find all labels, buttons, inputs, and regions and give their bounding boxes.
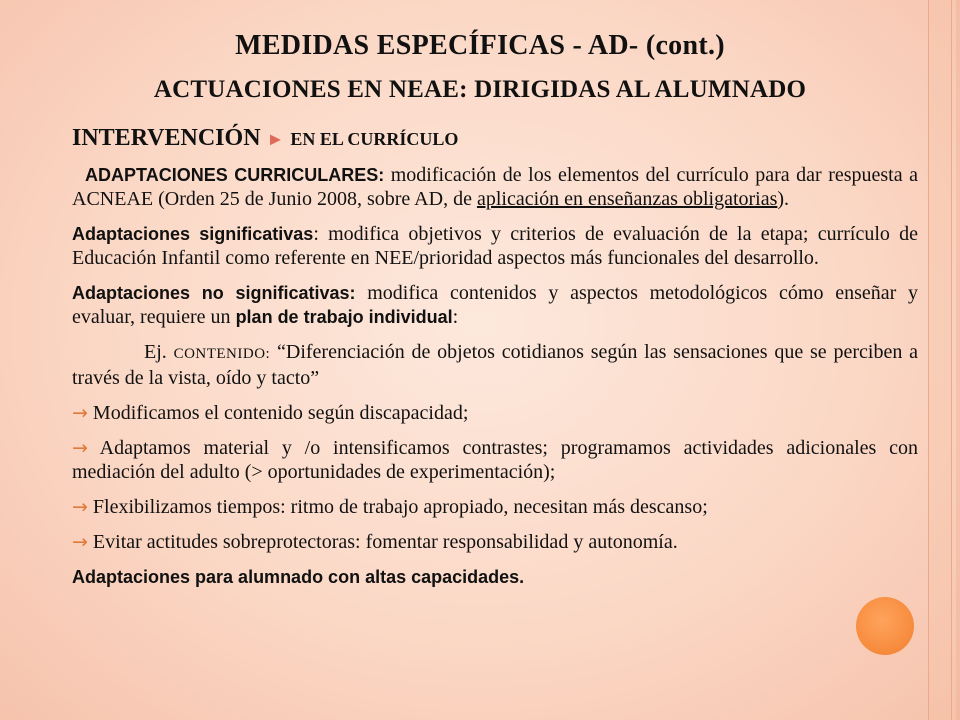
bullet-4 <box>72 530 918 554</box>
bullet-3 <box>72 495 918 519</box>
ejemplo-paragraph <box>72 340 918 390</box>
right-frame-edge <box>956 0 960 720</box>
right-arrow-icon: → <box>72 437 88 459</box>
plan-trabajo-individual: plan de trabajo individual <box>235 307 453 327</box>
intervention-heading <box>72 126 918 151</box>
slide-subtitle: ACTUACIONES EN NEAE: DIRIGIDAS AL ALUMNADO <box>153 76 807 103</box>
ejemplo-label: CONTENIDO: <box>173 346 271 362</box>
adaptaciones-curriculares-text: modificación de los elementos del currículo para dar respuesta a ACNEAE (Orden 25 de Junio 2008, sobre AD, de <box>72 164 919 210</box>
right-arrow-icon: → <box>72 531 88 553</box>
slide-title: MEDIDAS ESPECÍFICAS - AD- (cont.) <box>235 30 725 61</box>
adaptaciones-curriculares-paragraph <box>72 163 918 211</box>
no-significativas-end: : <box>452 306 459 328</box>
no-significativas-text: modifica contenidos y aspectos metodológicos cómo enseñar y evaluar, requiere un <box>72 282 918 328</box>
altas-capacidades-label: Adaptaciones para alumnado con altas capacidades. <box>72 567 525 587</box>
no-significativas-label: Adaptaciones no significativas: <box>72 283 356 303</box>
bullet-1-text: Modificamos el contenido según discapacidad; <box>92 402 469 424</box>
significativas-text: : modifica objetivos y criterios de evaluación de la etapa; currículo de Educación Infantil como referente en NEE/prioridad aspectos más funcionales del desarrollo. <box>72 223 918 269</box>
bullet-3-text: Flexibilizamos tiempos: ritmo de trabajo apropiado, necesitan más descanso; <box>92 496 708 518</box>
right-frame-strip <box>928 0 952 720</box>
intervention-target: EN EL CURRÍCULO <box>290 129 459 149</box>
no-significativas-paragraph <box>72 281 918 329</box>
slide-content <box>72 126 918 600</box>
bullet-4-text: Evitar actitudes sobreprotectoras: fomentar responsabilidad y autonomía. <box>92 531 678 553</box>
significativas-paragraph <box>72 222 918 270</box>
ejemplo-prefix: Ej. <box>144 341 174 363</box>
altas-capacidades-paragraph <box>72 565 918 589</box>
adaptaciones-curriculares-underlined: aplicación en enseñanzas obligatorias <box>476 188 778 210</box>
intervention-label: INTERVENCIÓN <box>72 125 261 151</box>
triangle-arrow-icon: ► <box>266 129 285 149</box>
ejemplo-text: “Diferenciación de objetos cotidianos según las sensaciones que se perciben a través de la vista, oído y tacto” <box>72 341 918 389</box>
right-arrow-icon: → <box>72 402 88 424</box>
right-arrow-icon: → <box>72 496 88 518</box>
significativas-label: Adaptaciones significativas <box>72 224 314 244</box>
bullet-2-text: Adaptamos material y /o intensificamos contrastes; programamos actividades adicionales con mediación del adulto (> oportunidades de experimentación); <box>72 437 918 483</box>
adaptaciones-curriculares-end: ). <box>777 188 790 210</box>
adaptaciones-curriculares-label: ADAPTACIONES CURRICULARES: <box>85 165 385 185</box>
bullet-2 <box>72 436 918 484</box>
decorative-orange-circle <box>856 597 914 655</box>
bullet-1 <box>72 401 918 425</box>
